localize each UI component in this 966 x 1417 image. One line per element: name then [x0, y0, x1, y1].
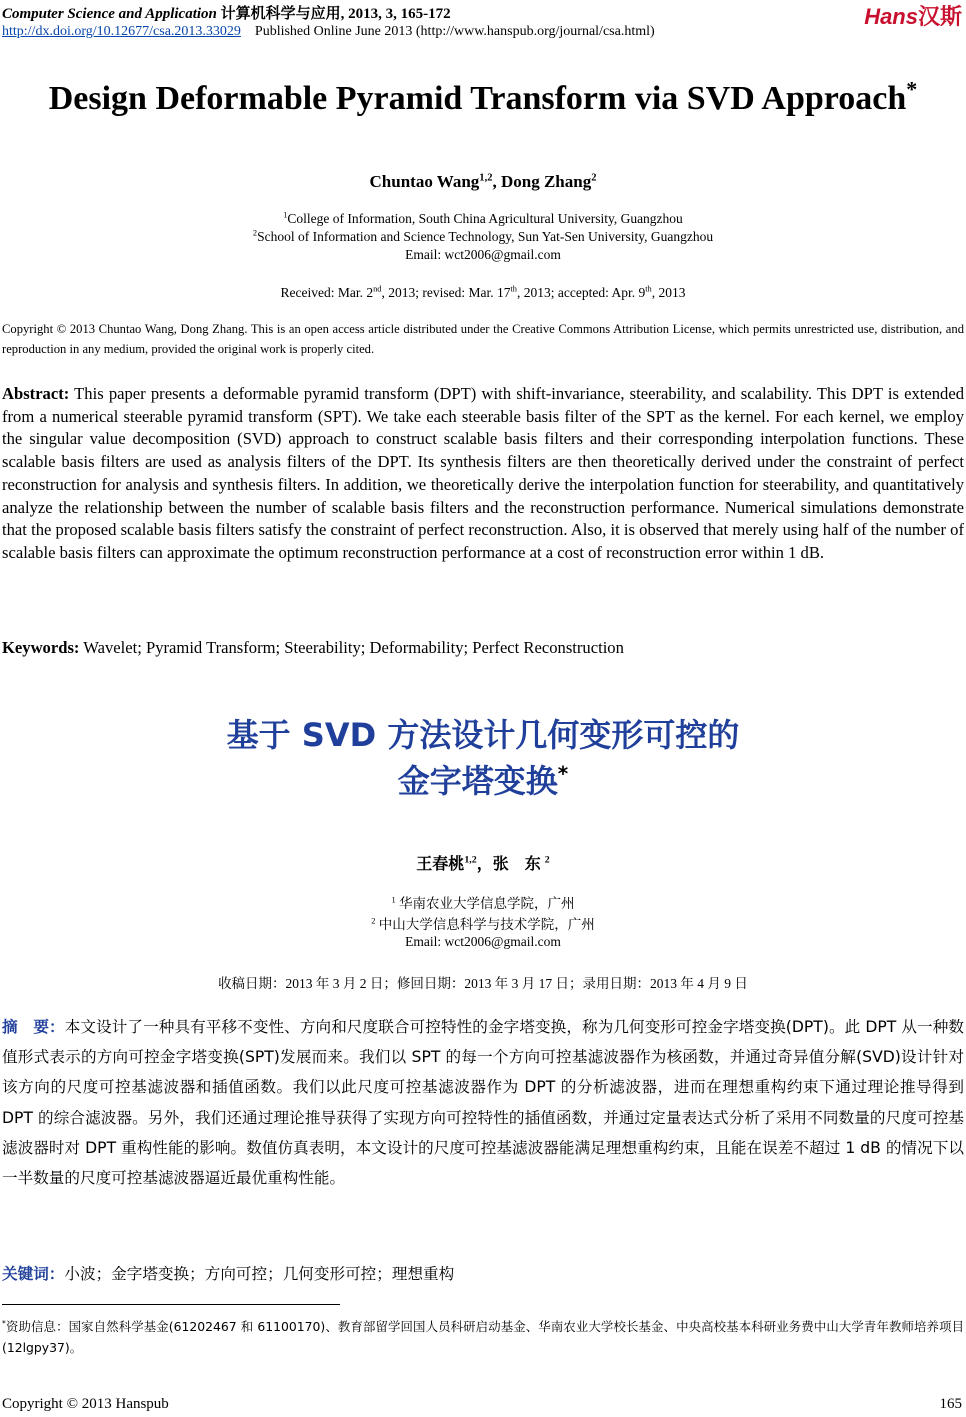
- copyright-notice: Copyright © 2013 Chuntao Wang, Dong Zhang. This is an open access article distributed under the Creative Commons Attribution License, which permits unrestricted use, distribution, and reproduction in any medium, provided the original work is properly cited.: [2, 322, 964, 356]
- abstract-en: [2, 383, 964, 565]
- title-footnote-mark: *: [906, 76, 918, 102]
- affiliation-1-en: [0, 211, 966, 227]
- footnote-divider: [2, 1304, 340, 1305]
- funding-footnote: [2, 1316, 964, 1358]
- keywords-label: Keywords:: [2, 638, 80, 657]
- affiliation-1-sup: 1: [283, 210, 288, 220]
- paper-title-en: [0, 76, 966, 118]
- affiliation-1-text: College of Information, South China Agricultural University, Guangzhou: [287, 211, 683, 226]
- page-number: 165: [939, 1396, 962, 1412]
- title-cn-line2-text: 金字塔变换: [397, 762, 558, 800]
- published-online: Published Online June 2013 (http://www.hanspub.org/journal/csa.html): [254, 24, 655, 39]
- keywords-en: [2, 638, 964, 658]
- affiliation-2-sup: 2: [252, 228, 258, 238]
- title-text-en: Design Deformable Pyramid Transform via SVD Approach: [48, 80, 907, 117]
- author-cn-separator: ，: [476, 856, 493, 873]
- author-2: Dong Zhang: [500, 172, 592, 191]
- title-cn-line2: [0, 758, 966, 804]
- author-1: Chuntao Wang: [369, 172, 480, 191]
- title-cn-line1: 基于 SVD 方法设计几何变形可控的: [226, 716, 740, 754]
- publication-info: [2, 24, 655, 40]
- authors-cn: [0, 851, 966, 874]
- author-cn-2-affil: 2: [544, 854, 550, 866]
- footer-copyright: Copyright © 2013 Hanspub: [2, 1396, 169, 1412]
- affiliation-cn-1-text: 华南农业大学信息学院，广州: [399, 896, 575, 911]
- footnote-mark: *: [2, 1318, 6, 1328]
- email-cn: Email: wct2006@gmail.com: [405, 934, 561, 949]
- dates-cn: 收稿日期：2013 年 3 月 2 日；修回日期：2013 年 3 月 17 日；录用日期：2013 年 4 月 9 日: [218, 976, 748, 991]
- abstract-label: Abstract:: [2, 384, 70, 403]
- author-cn-1: 王春桃: [416, 856, 465, 873]
- logo-text-cn: 汉斯: [917, 4, 962, 29]
- abstract-cn-text: 本文设计了一种具有平移不变性、方向和尺度联合可控特性的金字塔变换，称为几何变形可控金字塔变换(DPT)。此 DPT 从一种数值形式表示的方向可控金字塔变换(SPT)发展而来。我们以 SPT 的每一个方向可控基滤波器作为核函数，并通过奇异值分解(SVD)设计针对该方向的尺度可控基滤波器和插值函数。我们以此尺度可控基滤波器作为 DPT 的分析滤波器，进而在理想重构约束下通过理论推导得到 DPT 的综合滤波器。另外，我们还通过理论推导获得了实现方向可控特性的插值函数，并通过定量表达式分析了采用不同数量的尺度可控基滤波器时对 DPT 重构性能的影响。数值仿真表明，本文设计的尺度可控基滤波器能满足理想重构约束，且能在误差不超过 1 dB 的情况下以一半数量的尺度可控基滤波器逼近最优重构性能。: [2, 1018, 964, 1188]
- journal-header: [2, 2, 451, 23]
- abstract-text: This paper presents a deformable pyramid transform (DPT) with shift-invariance, steerability, and scalability. This DPT is extended from a numerical steerable pyramid transform (SPT). We take each steerable basis filter of the SPT as the kernel. For each kernel, we employ the singular value decomposition (SVD) approach to construct scalable basis filters and their corresponding interpolation functions. These scalable basis filters are used as analysis filters of the DPT. Its synthesis filters are then theoretically derived under the constraint of perfect reconstruction for analysis and synthesis filters. In addition, we theoretically derive the interpolation function for steerability, and quantitatively analyze the relationship between the number of scalable basis filters and the reconstruction performance. Numerical simulations demonstrate that the proposed scalable basis filters satisfy the constraint of perfect reconstruction. Also, it is observed that merely using half of the number of scalable basis filters can approximate the optimum reconstruction performance at a cost of reconstruction error within 1 dB.: [2, 384, 964, 562]
- abstract-cn: [2, 1012, 964, 1193]
- hans-logo: [864, 0, 962, 31]
- date-sup-3: th: [645, 284, 652, 294]
- affiliation-2-en: [0, 229, 966, 245]
- volume-info: , 2013, 3, 165-172: [340, 6, 451, 22]
- author-2-affil: 2: [591, 172, 597, 184]
- author-cn-2: 张 东: [492, 856, 541, 873]
- title-cn-mark: *: [557, 761, 569, 786]
- dates-en: [0, 285, 966, 301]
- authors-en: [0, 172, 966, 192]
- journal-name-en: Computer Science and Application: [2, 6, 217, 22]
- affiliation-cn-1-sup: 1: [391, 895, 396, 905]
- author-1-affil: 1,2: [479, 172, 493, 184]
- logo-text-en: Hans: [864, 4, 918, 29]
- date-accepted: , 2013; accepted: Apr. 9: [516, 285, 646, 300]
- footnote-text: 资助信息：国家自然科学基金(61202467 和 61100170)、教育部留学回国人员科研启动基金、华南农业大学校长基金、中央高校基本科研业务费中山大学青年教师培养项目(12lgpy37)。: [2, 1319, 964, 1355]
- date-sup-1: nd: [373, 284, 382, 294]
- abstract-cn-label: 摘 要：: [2, 1018, 65, 1036]
- keywords-text: Wavelet; Pyramid Transform; Steerability; Deformability; Perfect Reconstruction: [79, 638, 624, 657]
- doi-link[interactable]: http://dx.doi.org/10.12677/csa.2013.33029: [2, 24, 241, 39]
- affiliation-2-cn: [0, 913, 966, 933]
- email-en: Email: wct2006@gmail.com: [405, 247, 561, 262]
- keywords-cn-text: 小波；金字塔变换；方向可控；几何变形可控；理想重构: [64, 1265, 455, 1283]
- affiliation-cn-2-sup: 2: [371, 916, 376, 926]
- date-sup-2: th: [510, 284, 517, 294]
- affiliation-1-cn: [0, 892, 966, 912]
- date-year: , 2013: [651, 285, 686, 300]
- date-received: Received: Mar. 2: [280, 285, 374, 300]
- date-revised: , 2013; revised: Mar. 17: [381, 285, 511, 300]
- journal-name-cn: 计算机科学与应用: [220, 6, 341, 22]
- affiliation-cn-2-text: 中山大学信息科学与技术学院，广州: [378, 917, 595, 932]
- affiliation-2-text: School of Information and Science Technology, Sun Yat-Sen University, Guangzhou: [257, 229, 714, 244]
- author-separator: ,: [492, 172, 501, 191]
- paper-title-cn: [0, 712, 966, 804]
- author-cn-1-affil: 1,2: [464, 854, 477, 866]
- keywords-cn-label: 关键词：: [2, 1265, 65, 1283]
- keywords-cn: [2, 1262, 964, 1284]
